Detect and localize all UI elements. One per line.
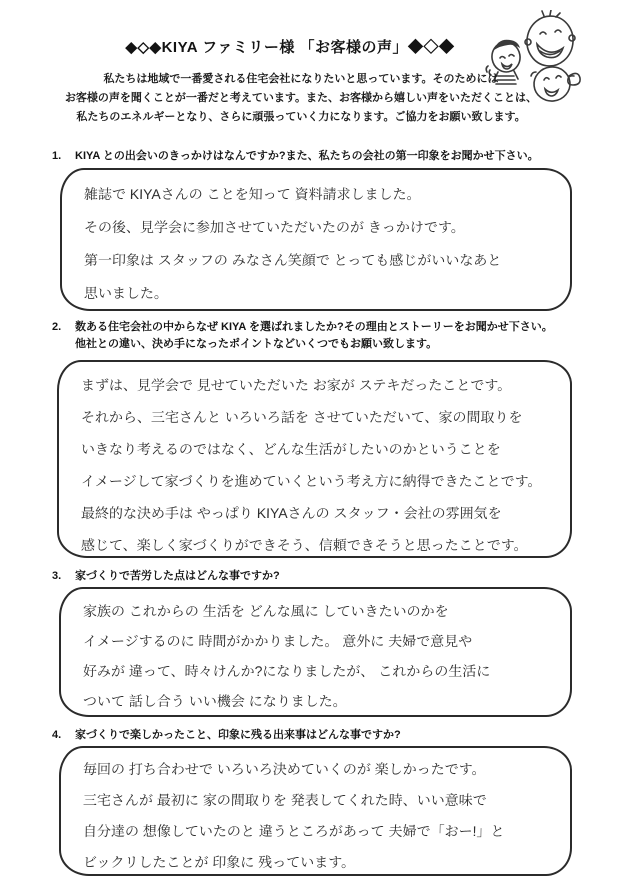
question-1-number: 1. [52, 150, 62, 162]
question-3-label [52, 569, 610, 584]
answer-3-line-3: 好みが 違って、時々けんか?になりましたが、 これからの生活に [82, 663, 491, 679]
question-3-text: 家づくりで苦労した点はどんな事ですか? [75, 570, 280, 582]
answer-box-3 [59, 587, 572, 717]
question-1-label [52, 149, 610, 164]
intro-line-3: 私たちのエネルギーとなり、さらに頑張っていく力になります。ご協力をお願い致します。 [76, 111, 526, 123]
answer-2-line-6: 感じて、楽しく家づくりができそう、信頼できそうと思ったことです。 [80, 537, 528, 553]
answer-1-line-1: 雑誌で KIYAさんの ことを知って 資料請求しました。 [83, 186, 421, 202]
answer-1-line-4: 思いました。 [83, 285, 169, 301]
intro-text [0, 70, 602, 127]
answer-box-2 [57, 360, 572, 558]
answer-3-line-1: 家族の これからの 生活を どんな風に していきたいのかを [82, 603, 449, 619]
answer-3-line-4: ついて 話し合う いい機会 になりました。 [82, 693, 347, 709]
answer-3-line-2: イメージするのに 時間がかかりました。 意外に 夫婦で意見や [82, 633, 473, 649]
question-2-label [52, 320, 610, 335]
question-4-label [52, 728, 610, 743]
answer-1-line-2: その後、見学会に参加させていただいたのが きっかけです。 [83, 219, 465, 235]
question-2-text-line-1: 数ある住宅会社の中からなぜ KIYA を選ばれましたか?その理由とストーリーをお聞かせ下さい。 [75, 321, 553, 333]
question-4-text: 家づくりで楽しかったこと、印象に残る出来事はどんな事ですか? [75, 729, 401, 741]
answer-2-line-3: いきなり考えるのではなく、どんな生活がしたいのかということを [80, 441, 501, 457]
question-4-number: 4. [52, 729, 62, 741]
answer-4-line-1: 毎回の 打ち合わせで いろいろ決めていくのが 楽しかったです。 [82, 761, 486, 777]
answer-2-line-2: それから、三宅さんと いろいろ話を させていただいて、家の間取りを [80, 409, 523, 425]
answer-box-1 [60, 168, 572, 311]
page-title: ◆◇◆KIYA ファミリー様 「お客様の声」◆◇◆ [125, 39, 455, 56]
answer-4-line-4: ビックリしたことが 印象に 残っています。 [82, 854, 356, 870]
question-2-text-line-2: 他社との違い、決め手になったポイントなどいくつでもお願い致します。 [75, 338, 438, 350]
intro-line-1: 私たちは地域で一番愛される住宅会社になりたいと思っています。そのためには [103, 73, 499, 85]
answer-2-line-1: まずは、見学会で 見せていただいた お家が ステキだったことです。 [80, 377, 512, 393]
answer-4-line-2: 三宅さんが 最初に 家の間取りを 発表してくれた時、いい意味で [82, 792, 487, 808]
question-2-number: 2. [52, 321, 62, 333]
answer-box-4 [59, 746, 572, 876]
answer-2-line-5: 最終的な決め手は やっぱり KIYAさんの スタッフ・会社の雰囲気を [80, 505, 502, 521]
question-2-label-cont [52, 337, 610, 352]
answer-1-line-3: 第一印象は スタッフの みなさん笑顔で とっても感じがいいなあと [83, 252, 502, 268]
intro-line-2: お客様の声を聞くことが一番だと考えています。また、お客様から嬉しい声をいただくことは、 [64, 92, 538, 104]
answer-2-line-4: イメージして家づくりを進めていくという考え方に納得できたことです。 [80, 473, 542, 489]
question-3-number: 3. [52, 570, 62, 582]
answer-4-line-3: 自分達の 想像していたのと 違うところがあって 夫婦で「おー!」と [82, 823, 505, 839]
question-1-text: KIYA との出会いのきっかけはなんですか?また、私たちの会社の第一印象をお聞かせ下さい。 [75, 150, 539, 162]
